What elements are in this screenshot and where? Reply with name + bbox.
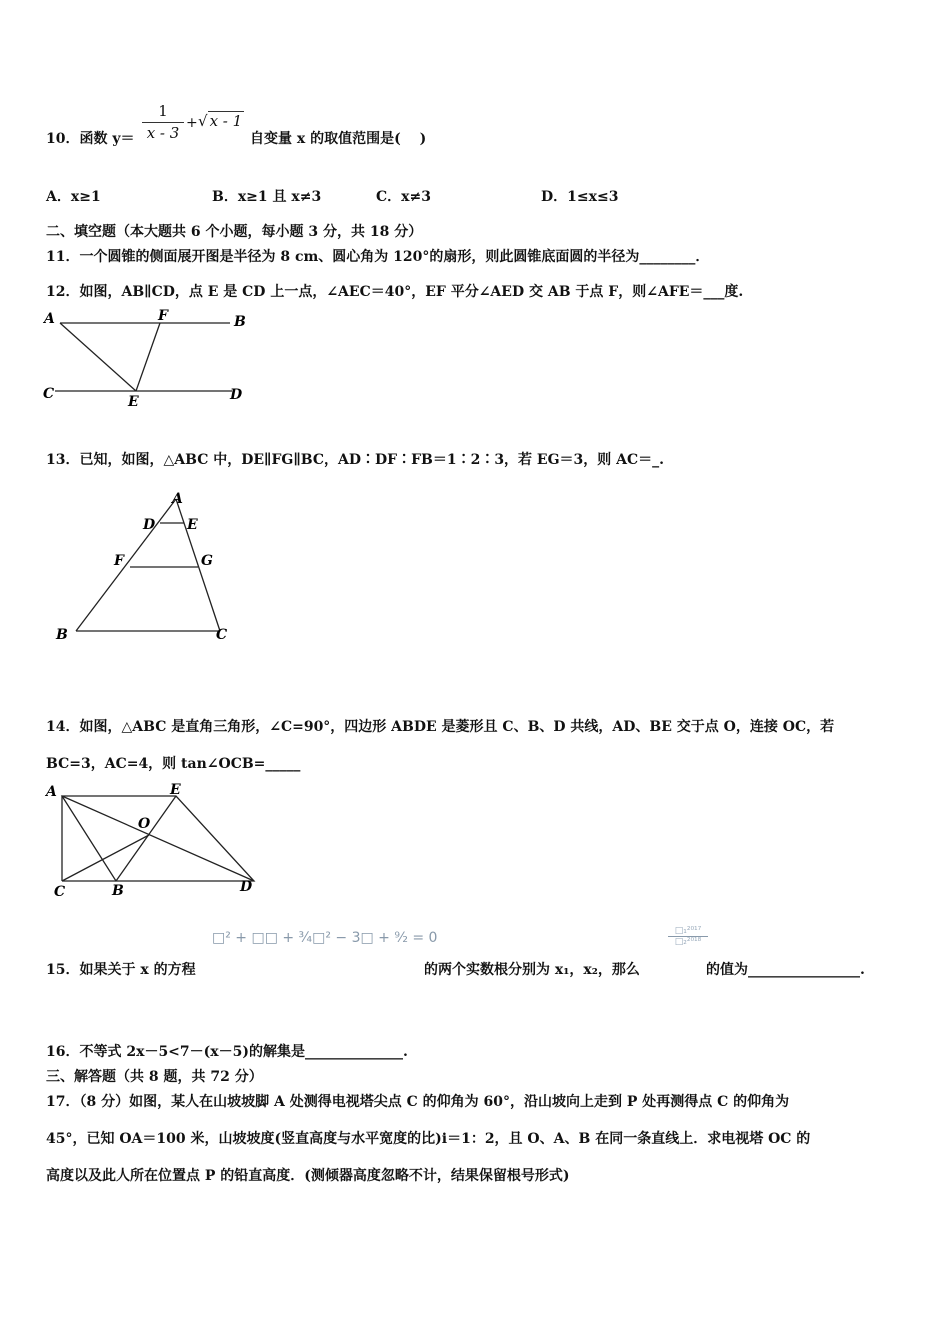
label-e: E <box>128 394 139 410</box>
q10-sqrt-arg: x - 1 <box>209 112 243 130</box>
q10-option-c: C．x≠3 <box>376 189 431 205</box>
q15-prefix: 15．如果关于 x 的方程 <box>46 962 196 978</box>
q11-text: 11．一个圆锥的侧面展开图是半径为 8 cm、圆心角为 120°的扇形，则此圆锥底面圆的半径为________． <box>46 249 710 265</box>
sqrt-icon: √ <box>198 112 208 130</box>
label-a: A <box>44 311 55 327</box>
q10-frac-den: x - 3 <box>142 122 184 142</box>
label-c: C <box>216 627 228 643</box>
label-e: E <box>187 517 198 533</box>
line-be <box>116 796 176 881</box>
q14-line1: 14．如图，△ABC 是直角三角形，∠C=90°，四边形 ABDE 是菱形且 C、B、D 共线，AD、BE 交于点 O，连接 OC，若 <box>46 719 835 735</box>
q17-line2: 45°，已知 OA＝100 米，山坡坡度(竖直高度与水平宽度的比)i＝1：2，且 O、A、B 在同一条直线上．求电视塔 OC 的 <box>46 1131 811 1147</box>
q10-plus: + <box>186 115 198 131</box>
line-oc <box>62 835 149 881</box>
q10-suffix: 自变量 x 的取值范围是( ) <box>250 131 427 147</box>
label-f: F <box>114 553 124 569</box>
label-b: B <box>56 627 68 643</box>
q10-option-d: D．1≤x≤3 <box>541 189 619 205</box>
label-a: A <box>46 784 57 800</box>
q14-figure <box>42 778 262 903</box>
label-b: B <box>112 883 124 899</box>
label-f: F <box>158 308 168 324</box>
line-ad <box>62 796 254 881</box>
label-e: E <box>170 782 181 798</box>
q10-prefix: 10．函数 y＝ <box>46 131 135 147</box>
label-g: G <box>201 553 213 569</box>
section-3-heading: 三、解答题（共 8 题，共 72 分） <box>46 1069 263 1085</box>
q10-option-b: B．x≥1 且 x≠3 <box>212 189 322 205</box>
label-a: A <box>172 491 183 507</box>
q10-fraction <box>142 102 184 142</box>
q13-figure <box>50 485 250 650</box>
q17-line3: 高度以及此人所在位置点 P 的铅直高度．(测倾器高度忽略不计，结果保留根号形式) <box>46 1168 570 1184</box>
q14-line2: BC=3，AC=4，则 tan∠OCB=_____ <box>46 756 301 772</box>
q15-suffix: 的值为________________. <box>706 962 865 978</box>
section-2-heading: 二、填空题（本大题共 6 个小题，每小题 3 分，共 18 分） <box>46 224 423 240</box>
label-d: D <box>143 517 156 533</box>
q13-text: 13．已知，如图，△ABC 中，DE∥FG∥BC，AD∶DF∶FB＝1∶2∶3，若 EG＝3，则 AC＝_. <box>46 452 665 468</box>
q17-line1: 17．（8 分）如图，某人在山坡坡脚 A 处测得电视塔尖点 C 的仰角为 60°，沿山坡向上走到 P 处再测得点 C 的仰角为 <box>46 1094 790 1110</box>
q16-text: 16．不等式 2x－5<7－(x－5)的解集是______________. <box>46 1044 408 1060</box>
q15-equation: □² + □□ + ¾□² − 3□ + ⁹⁄₂ = 0 <box>212 930 438 946</box>
line-ab <box>76 499 176 631</box>
label-d: D <box>230 387 243 403</box>
q12-figure <box>40 305 260 410</box>
label-d: D <box>240 879 253 895</box>
q15-middle: 的两个实数根分别为 x₁，x₂，那么 <box>424 962 640 978</box>
line-ae <box>60 323 136 391</box>
q15-expr-num: □₁²⁰¹⁷ <box>674 926 702 936</box>
q15-fraction <box>668 926 708 947</box>
line-ac <box>176 499 220 631</box>
label-c: C <box>54 884 66 900</box>
label-b: B <box>234 314 246 330</box>
q10-frac-num: 1 <box>158 102 168 120</box>
q10-sqrt <box>198 112 244 130</box>
q10-option-a: A．x≥1 <box>46 189 101 205</box>
line-ef <box>136 323 160 391</box>
q15-expr-den: □₂²⁰¹⁸ <box>668 936 708 947</box>
label-o: O <box>138 816 151 832</box>
label-c: C <box>43 386 55 402</box>
q12-text: 12．如图，AB∥CD，点 E 是 CD 上一点，∠AEC＝40°，EF 平分∠AED 交 AB 于点 F，则∠AFE＝___度. <box>46 284 744 300</box>
